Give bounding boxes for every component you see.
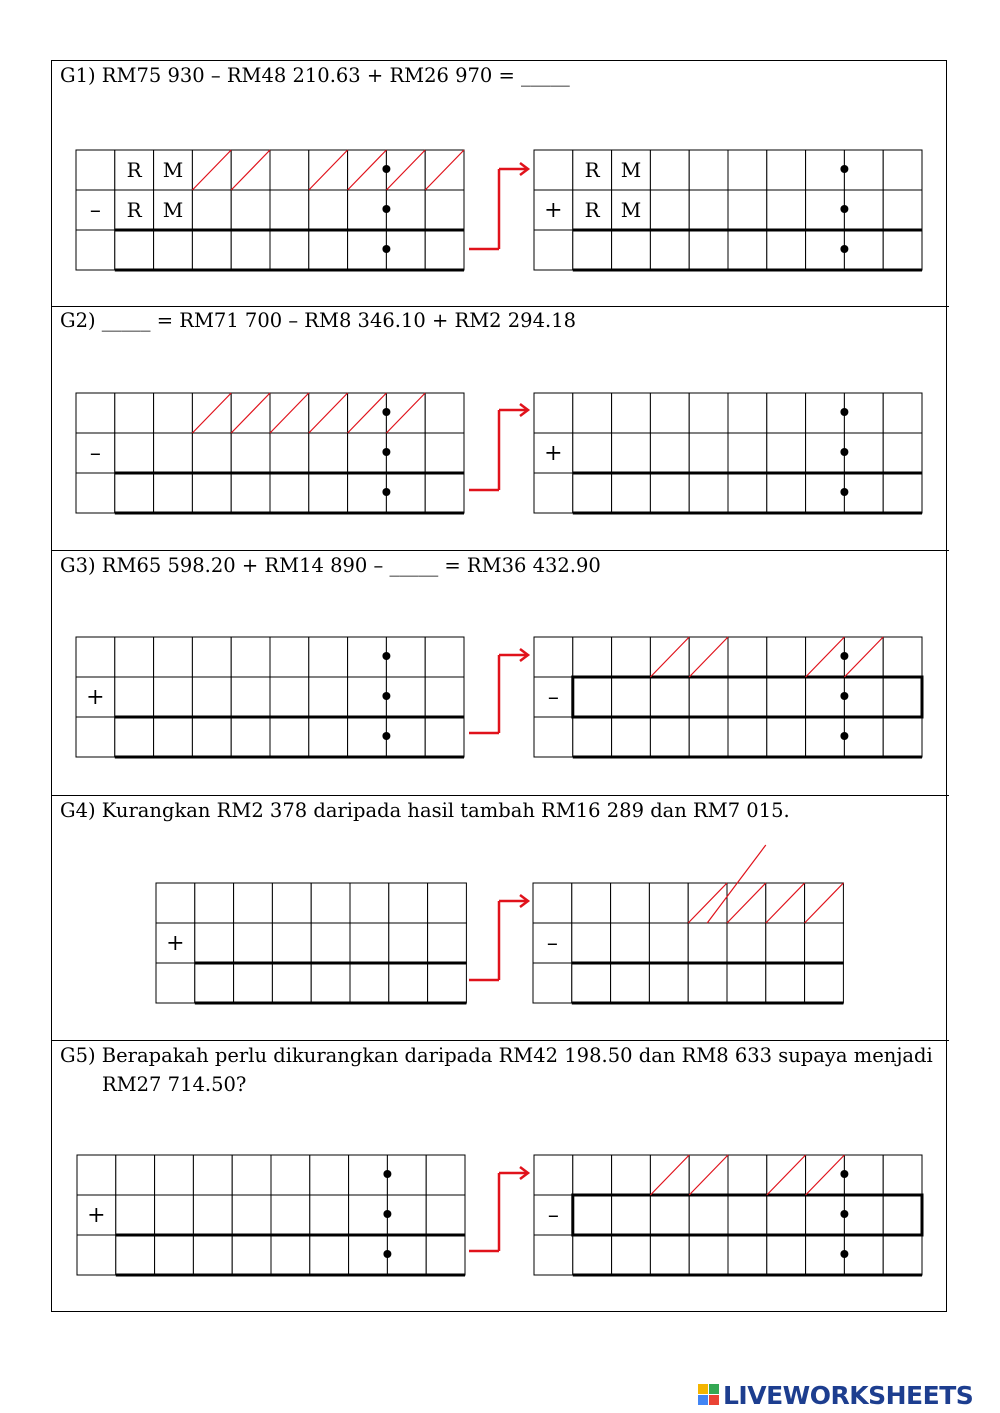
answer-cell[interactable] [271, 1155, 310, 1195]
answer-cell[interactable] [386, 473, 425, 513]
answer-cell[interactable] [612, 433, 651, 473]
answer-cell[interactable] [270, 717, 309, 757]
currency-m-label: M [162, 158, 184, 182]
answer-cell[interactable] [883, 433, 922, 473]
answer-cell[interactable] [270, 637, 309, 677]
answer-cell[interactable] [573, 1195, 612, 1235]
answer-cell[interactable] [611, 923, 650, 963]
answer-cell[interactable] [270, 150, 309, 190]
currency-m-label: M [620, 158, 642, 182]
answer-cell[interactable] [116, 1195, 155, 1235]
answer-cell[interactable] [192, 230, 231, 270]
liveworksheets-logo-icon [698, 1384, 720, 1406]
decimal-point [382, 205, 390, 213]
answer-cell[interactable] [387, 1195, 426, 1235]
answer-cell[interactable] [156, 963, 195, 1003]
answer-cell[interactable] [689, 473, 728, 513]
answer-cell[interactable] [155, 1235, 194, 1275]
answer-cell[interactable] [844, 230, 883, 270]
answer-cell[interactable] [154, 433, 193, 473]
answer-cell[interactable] [76, 637, 115, 677]
answer-cell[interactable] [806, 717, 845, 757]
answer-cell[interactable] [688, 963, 727, 1003]
question-g5: G5) Berapakah perlu dikurangkan daripada RM42 198.50 dan RM8 633 supaya menjadi [60, 1044, 933, 1067]
answer-cell[interactable] [806, 1235, 845, 1275]
answer-cell[interactable] [649, 923, 688, 963]
answer-cell[interactable] [192, 433, 231, 473]
answer-cell[interactable] [650, 717, 689, 757]
answer-cell[interactable] [428, 883, 467, 923]
decimal-point [383, 1170, 391, 1178]
answer-cell[interactable] [348, 473, 387, 513]
answer-cell[interactable] [76, 393, 115, 433]
answer-cell[interactable] [428, 963, 467, 1003]
answer-cell[interactable] [193, 1195, 232, 1235]
answer-cell[interactable] [689, 717, 728, 757]
answer-cell[interactable] [844, 1155, 883, 1195]
answer-cell[interactable] [115, 717, 154, 757]
decimal-point [840, 165, 848, 173]
answer-cell[interactable] [767, 677, 806, 717]
answer-cell[interactable] [311, 963, 350, 1003]
answer-cell[interactable] [806, 190, 845, 230]
answer-cell[interactable] [231, 637, 270, 677]
answer-cell[interactable] [766, 963, 805, 1003]
answer-cell[interactable] [767, 473, 806, 513]
currency-r-label: R [126, 158, 142, 182]
answer-cell[interactable] [612, 473, 651, 513]
answer-cell[interactable] [573, 717, 612, 757]
answer-cell[interactable] [309, 717, 348, 757]
answer-cell[interactable] [270, 677, 309, 717]
answer-cell[interactable] [883, 717, 922, 757]
answer-cell[interactable] [350, 883, 389, 923]
answer-cell[interactable] [728, 1195, 767, 1235]
answer-cell[interactable] [727, 923, 766, 963]
decimal-point [382, 732, 390, 740]
answer-cell[interactable] [154, 717, 193, 757]
answer-cell[interactable] [232, 1155, 271, 1195]
answer-cell[interactable] [192, 677, 231, 717]
answer-cell[interactable] [310, 1195, 349, 1235]
answer-cell[interactable] [309, 677, 348, 717]
decimal-point [382, 488, 390, 496]
answer-cell[interactable] [728, 150, 767, 190]
answer-cell[interactable] [650, 1195, 689, 1235]
answer-cell[interactable] [650, 230, 689, 270]
answer-cell[interactable] [728, 677, 767, 717]
answer-cell[interactable] [806, 677, 845, 717]
answer-cell[interactable] [883, 230, 922, 270]
answer-cell[interactable] [309, 473, 348, 513]
answer-cell[interactable] [728, 1155, 767, 1195]
answer-cell[interactable] [883, 150, 922, 190]
answer-cell[interactable] [534, 637, 573, 677]
answer-cell[interactable] [650, 190, 689, 230]
answer-cell[interactable] [649, 883, 688, 923]
currency-r-label: R [584, 158, 600, 182]
answer-cell[interactable] [272, 883, 311, 923]
answer-cell[interactable] [728, 433, 767, 473]
answer-cell[interactable] [611, 963, 650, 1003]
minus-sign: – [547, 685, 559, 710]
currency-m-label: M [162, 198, 184, 222]
answer-cell[interactable] [386, 677, 425, 717]
answer-cell[interactable] [767, 433, 806, 473]
answer-cell[interactable] [573, 473, 612, 513]
answer-cell[interactable] [234, 883, 273, 923]
answer-cell[interactable] [534, 1155, 573, 1195]
answer-cell[interactable] [348, 190, 387, 230]
answer-cell[interactable] [389, 883, 428, 923]
question-g4: G4) Kurangkan RM2 378 daripada hasil tambah RM16 289 dan RM7 015. [60, 799, 790, 822]
answer-cell[interactable] [270, 190, 309, 230]
answer-cell[interactable] [573, 1155, 612, 1195]
answer-cell[interactable] [154, 473, 193, 513]
answer-cell[interactable] [728, 190, 767, 230]
answer-cell[interactable] [806, 150, 845, 190]
answer-cell[interactable] [309, 433, 348, 473]
answer-cell[interactable] [650, 473, 689, 513]
answer-cell[interactable] [883, 393, 922, 433]
answer-cell[interactable] [534, 473, 573, 513]
answer-cell[interactable] [767, 717, 806, 757]
answer-cell[interactable] [844, 393, 883, 433]
answer-cell[interactable] [425, 433, 464, 473]
answer-cell[interactable] [154, 677, 193, 717]
answer-cell[interactable] [426, 1155, 465, 1195]
plus-sign: + [544, 198, 563, 223]
answer-cell[interactable] [155, 1195, 194, 1235]
answer-cell[interactable] [573, 230, 612, 270]
answer-cell[interactable] [116, 1155, 155, 1195]
answer-cell[interactable] [612, 637, 651, 677]
answer-cell[interactable] [534, 717, 573, 757]
answer-cell[interactable] [115, 230, 154, 270]
decimal-point [840, 1250, 848, 1258]
answer-cell[interactable] [193, 1155, 232, 1195]
answer-cell[interactable] [844, 190, 883, 230]
decimal-point [840, 205, 848, 213]
answer-cell[interactable] [805, 923, 844, 963]
plus-sign: + [544, 441, 563, 466]
answer-cell[interactable] [611, 883, 650, 923]
answer-cell[interactable] [154, 230, 193, 270]
answer-cell[interactable] [349, 1235, 388, 1275]
answer-cell[interactable] [271, 1195, 310, 1235]
answer-cell[interactable] [612, 1235, 651, 1275]
plus-sign: + [166, 931, 185, 956]
answer-cell[interactable] [386, 230, 425, 270]
answer-cell[interactable] [883, 1155, 922, 1195]
decimal-point [840, 488, 848, 496]
answer-cell[interactable] [231, 230, 270, 270]
answer-cell[interactable] [155, 1155, 194, 1195]
answer-cell[interactable] [534, 393, 573, 433]
answer-cell[interactable] [844, 150, 883, 190]
answer-cell[interactable] [348, 230, 387, 270]
question-g1: G1) RM75 930 – RM48 210.63 + RM26 970 = _____ [60, 64, 570, 87]
answer-cell[interactable] [115, 473, 154, 513]
answer-cell[interactable] [192, 637, 231, 677]
decimal-point [382, 448, 390, 456]
answer-cell[interactable] [727, 963, 766, 1003]
answer-cell[interactable] [192, 717, 231, 757]
answer-cell[interactable] [650, 1235, 689, 1275]
liveworksheets-brand [698, 1380, 973, 1410]
answer-cell[interactable] [806, 433, 845, 473]
decimal-point [383, 1210, 391, 1218]
answer-cell[interactable] [650, 677, 689, 717]
answer-cell[interactable] [116, 1235, 155, 1275]
answer-cell[interactable] [349, 1195, 388, 1235]
answer-cell[interactable] [310, 1155, 349, 1195]
answer-cell[interactable] [386, 190, 425, 230]
question-g5-continuation: RM27 714.50? [102, 1073, 247, 1096]
decimal-point [382, 652, 390, 660]
answer-cell[interactable] [195, 963, 234, 1003]
answer-cell[interactable] [425, 637, 464, 677]
answer-cell[interactable] [534, 1235, 573, 1275]
answer-cell[interactable] [805, 963, 844, 1003]
answer-cell[interactable] [348, 717, 387, 757]
answer-cell[interactable] [192, 473, 231, 513]
answer-cell[interactable] [270, 230, 309, 270]
question-g2: G2) _____ = RM71 700 – RM8 346.10 + RM2 294.18 [60, 309, 577, 332]
answer-cell[interactable] [844, 717, 883, 757]
answer-cell[interactable] [386, 637, 425, 677]
answer-cell[interactable] [386, 717, 425, 757]
answer-cell[interactable] [844, 1195, 883, 1235]
answer-cell[interactable] [270, 433, 309, 473]
answer-cell[interactable] [650, 150, 689, 190]
decimal-point [382, 165, 390, 173]
answer-cell[interactable] [533, 883, 572, 923]
answer-cell[interactable] [350, 923, 389, 963]
answer-cell[interactable] [348, 433, 387, 473]
answer-cell[interactable] [534, 150, 573, 190]
question-g3: G3) RM65 598.20 + RM14 890 – _____ = RM36 432.90 [60, 554, 601, 577]
answer-cell[interactable] [193, 1235, 232, 1275]
answer-cell[interactable] [389, 923, 428, 963]
answer-cell[interactable] [386, 433, 425, 473]
answer-cell[interactable] [766, 923, 805, 963]
answer-cell[interactable] [689, 393, 728, 433]
brand-wordmark: LIVEWORKSHEETS [723, 1380, 974, 1410]
answer-cell[interactable] [271, 1235, 310, 1275]
answer-cell[interactable] [612, 677, 651, 717]
decimal-point [382, 692, 390, 700]
answer-cell[interactable] [728, 393, 767, 433]
decimal-point [840, 692, 848, 700]
answer-cell[interactable] [844, 433, 883, 473]
answer-cell[interactable] [728, 473, 767, 513]
answer-cell[interactable] [195, 883, 234, 923]
answer-cell[interactable] [689, 150, 728, 190]
answer-cell[interactable] [115, 677, 154, 717]
answer-cell[interactable] [232, 1195, 271, 1235]
answer-cell[interactable] [234, 923, 273, 963]
answer-cell[interactable] [883, 190, 922, 230]
answer-cell[interactable] [154, 393, 193, 433]
decimal-point [840, 732, 848, 740]
answer-cell[interactable] [844, 677, 883, 717]
answer-cell[interactable] [573, 1235, 612, 1275]
answer-cell[interactable] [728, 230, 767, 270]
decimal-point [840, 652, 848, 660]
decimal-point [382, 408, 390, 416]
answer-cell[interactable] [806, 230, 845, 270]
answer-cell[interactable] [231, 433, 270, 473]
answer-cell[interactable] [689, 433, 728, 473]
answer-cell[interactable] [425, 230, 464, 270]
answer-cell[interactable] [689, 1195, 728, 1235]
decimal-point [840, 1170, 848, 1178]
answer-cell[interactable] [728, 717, 767, 757]
answer-cell[interactable] [767, 1195, 806, 1235]
answer-cell[interactable] [311, 923, 350, 963]
decimal-point [840, 245, 848, 253]
answer-cell[interactable] [572, 883, 611, 923]
decimal-point [840, 448, 848, 456]
answer-cell[interactable] [231, 717, 270, 757]
minus-sign: – [547, 1203, 559, 1228]
answer-cell[interactable] [767, 190, 806, 230]
plus-sign: + [86, 685, 105, 710]
answer-cell[interactable] [612, 230, 651, 270]
answer-cell[interactable] [77, 1235, 116, 1275]
answer-cell[interactable] [231, 190, 270, 230]
answer-cell[interactable] [883, 1235, 922, 1275]
answer-cell[interactable] [311, 883, 350, 923]
answer-cell[interactable] [612, 393, 651, 433]
answer-cell[interactable] [425, 393, 464, 433]
minus-sign: – [89, 441, 101, 466]
decimal-point [840, 408, 848, 416]
answer-cell[interactable] [310, 1235, 349, 1275]
answer-cell[interactable] [883, 677, 922, 717]
answer-cell[interactable] [728, 637, 767, 677]
answer-cell[interactable] [234, 963, 273, 1003]
answer-cell[interactable] [572, 963, 611, 1003]
answer-cell[interactable] [844, 473, 883, 513]
answer-cell[interactable] [309, 637, 348, 677]
answer-cell[interactable] [767, 637, 806, 677]
answer-cell[interactable] [689, 190, 728, 230]
answer-cell[interactable] [534, 230, 573, 270]
answer-cell[interactable] [883, 637, 922, 677]
answer-cell[interactable] [425, 473, 464, 513]
answer-cell[interactable] [767, 150, 806, 190]
answer-cell[interactable] [76, 150, 115, 190]
answer-cell[interactable] [767, 230, 806, 270]
answer-cell[interactable] [76, 230, 115, 270]
answer-cell[interactable] [806, 393, 845, 433]
minus-sign: – [546, 931, 558, 956]
answer-cell[interactable] [612, 1155, 651, 1195]
currency-r-label: R [584, 198, 600, 222]
decimal-point [840, 1210, 848, 1218]
answer-cell[interactable] [533, 963, 572, 1003]
answer-cell[interactable] [689, 230, 728, 270]
answer-cell[interactable] [573, 433, 612, 473]
currency-r-label: R [126, 198, 142, 222]
answer-cell[interactable] [425, 190, 464, 230]
answer-cell[interactable] [573, 677, 612, 717]
answer-cell[interactable] [309, 230, 348, 270]
answer-cell[interactable] [270, 473, 309, 513]
answer-cell[interactable] [348, 677, 387, 717]
answer-cell[interactable] [883, 473, 922, 513]
answer-cell[interactable] [572, 923, 611, 963]
answer-cell[interactable] [232, 1235, 271, 1275]
answer-cell[interactable] [844, 1235, 883, 1275]
answer-cell[interactable] [573, 393, 612, 433]
answer-cell[interactable] [348, 637, 387, 677]
answer-cell[interactable] [156, 883, 195, 923]
answer-cell[interactable] [425, 677, 464, 717]
answer-cell[interactable] [650, 393, 689, 433]
answer-cell[interactable] [650, 433, 689, 473]
answer-cell[interactable] [115, 433, 154, 473]
answer-cell[interactable] [349, 1155, 388, 1195]
answer-cell[interactable] [272, 963, 311, 1003]
plus-sign: + [87, 1203, 106, 1228]
answer-cell[interactable] [309, 190, 348, 230]
answer-cell[interactable] [77, 1155, 116, 1195]
minus-sign: – [89, 198, 101, 223]
answer-cell[interactable] [767, 1235, 806, 1275]
answer-cell[interactable] [76, 717, 115, 757]
answer-cell[interactable] [883, 1195, 922, 1235]
answer-cell[interactable] [767, 393, 806, 433]
answer-cell[interactable] [115, 393, 154, 433]
answer-cell[interactable] [426, 1235, 465, 1275]
answer-cell[interactable] [425, 717, 464, 757]
decimal-point [382, 245, 390, 253]
answer-cell[interactable] [350, 963, 389, 1003]
answer-cell[interactable] [428, 923, 467, 963]
answer-cell[interactable] [612, 1195, 651, 1235]
currency-m-label: M [620, 198, 642, 222]
answer-cell[interactable] [426, 1195, 465, 1235]
answer-cell[interactable] [649, 963, 688, 1003]
answer-cell[interactable] [387, 1155, 426, 1195]
answer-cell[interactable] [272, 923, 311, 963]
answer-cell[interactable] [728, 1235, 767, 1275]
answer-cell[interactable] [688, 923, 727, 963]
answer-cell[interactable] [806, 473, 845, 513]
decimal-point [383, 1250, 391, 1258]
answer-cell[interactable] [387, 1235, 426, 1275]
answer-cell[interactable] [389, 963, 428, 1003]
answer-cell[interactable] [806, 1195, 845, 1235]
answer-cell[interactable] [573, 637, 612, 677]
answer-cell[interactable] [115, 637, 154, 677]
answer-cell[interactable] [689, 677, 728, 717]
answer-cell[interactable] [231, 677, 270, 717]
answer-cell[interactable] [154, 637, 193, 677]
answer-cell[interactable] [192, 190, 231, 230]
answer-cell[interactable] [612, 717, 651, 757]
answer-cell[interactable] [195, 923, 234, 963]
answer-cell[interactable] [231, 473, 270, 513]
answer-cell[interactable] [689, 1235, 728, 1275]
answer-cell[interactable] [76, 473, 115, 513]
